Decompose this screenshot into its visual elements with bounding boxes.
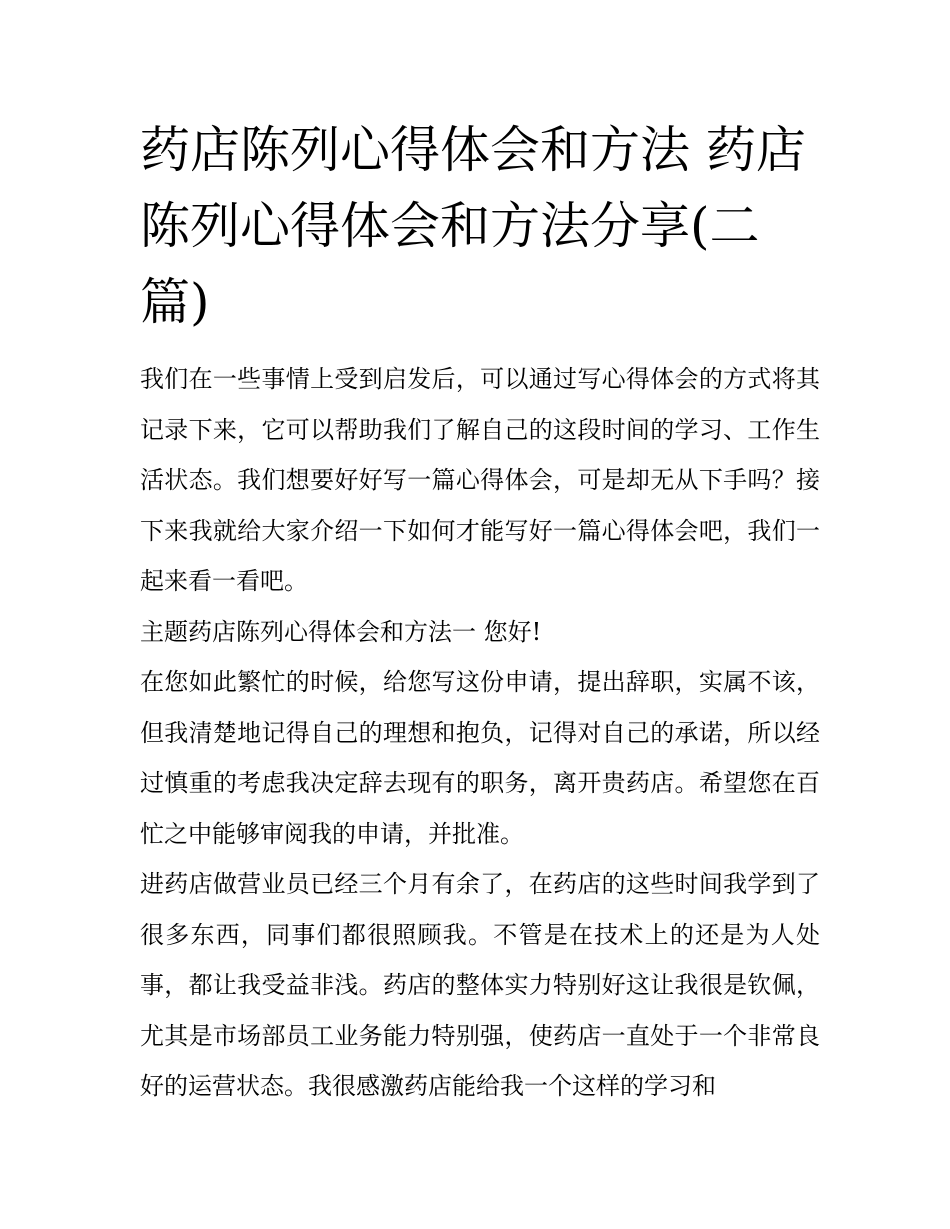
experience-paragraph: 进药店做营业员已经三个月有余了，在药店的这些时间我学到了很多东西，同事们都很照顾我。不管是在技术上的还是为人处事，都让我受益非浅。药店的整体实力特别好这让我很是钦佩，尤其是市场部员工业务能力特别强，使药店一直处于一个非常良好的运营状态。我很感激药店能给我一个这样的学习和 xyxy=(140,870,820,1100)
document-body xyxy=(140,354,820,1112)
intro-paragraph: 我们在一些事情上受到启发后，可以通过写心得体会的方式将其记录下来，它可以帮助我们了解自己的这段时间的学习、工作生活状态。我们想要好好写一篇心得体会，可是却无从下手吗？接下来我就给大家介绍一下如何才能写好一篇心得体会吧，我们一起来看一看吧。 xyxy=(140,365,820,595)
document-title: 药店陈列心得体会和方法 药店陈列心得体会和方法分享(二篇) xyxy=(140,121,806,331)
resignation-paragraph: 在您如此繁忙的时候，给您写这份申请，提出辞职，实属不该，但我清楚地记得自己的理想和抱负，记得对自己的承诺，所以经过慎重的考虑我决定辞去现有的职务，离开贵药店。希望您在百忙之中能够审阅我的申请，并批准。 xyxy=(140,668,820,848)
topic-greeting-paragraph: 主题药店陈列心得体会和方法一 您好! xyxy=(140,617,542,646)
